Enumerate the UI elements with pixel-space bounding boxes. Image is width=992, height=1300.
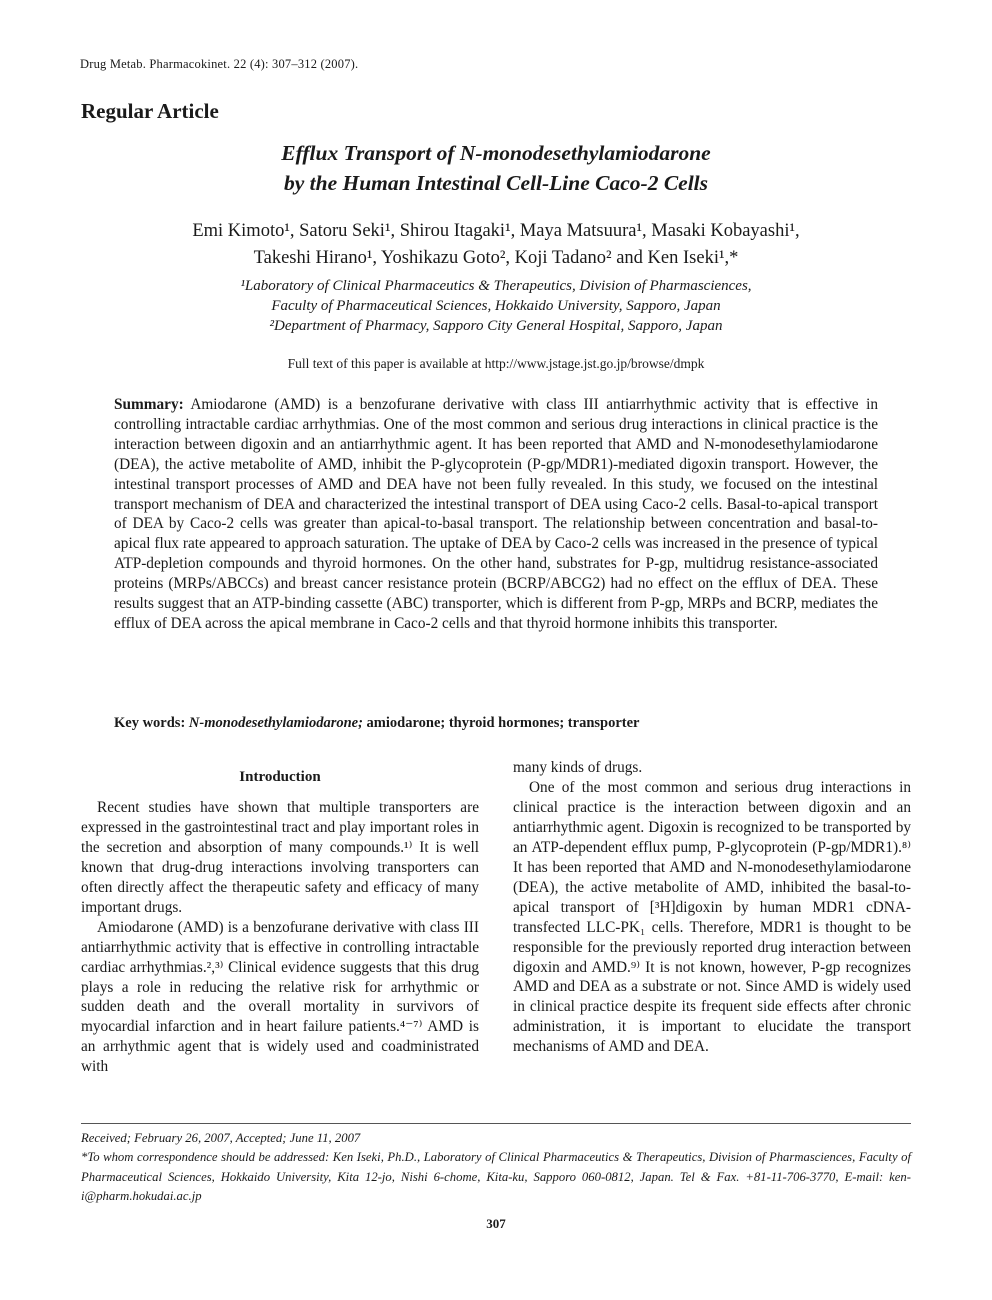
summary-text: Amiodarone (AMD) is a benzofurane derivative with class III antiarrhythmic activity that is effective in controlling intractable cardiac arrhythmias. One of the most common and serious drug interactions in clinical practice is the interaction between digoxin and an antiarrhythmic agent. It has been reported that AMD and N-monodesethylamiodarone (DEA), the active metabolite of AMD, inhibit the P-glycoprotein (P-gp/MDR1)-mediated digoxin transport. However, the intestinal transport processes of AMD and DEA have not been fully revealed. In this study, we focused on the intestinal transport mechanism of DEA and characterized the intestinal transport of DEA using Caco-2 cells. Basal-to-apical transport of DEA by Caco-2 cells was greater than apical-to-basal transport. The relationship between concentration and basal-to-apical flux rate appeared to approach saturation. The uptake of DEA by Caco-2 cells was increased in the presence of typical ATP-depletion compounds and thyroid hormones. On the other hand, substrates for P-gp, multidrug resistance-associated proteins (MRPs/ABCCs) and breast cancer resistance protein (BCRP/ABCG2) had no effect on the efflux of DEA. These results suggest that an ATP-binding cassette (ABC) transporter, which is different from P-gp, MRPs and BCRP, mediates the efflux of DEA across the apical membrane in Caco-2 cells and that thyroid hormone inhibits this transporter. bbox=[114, 396, 878, 632]
intro-paragraph-2-continued: many kinds of drugs. bbox=[513, 759, 643, 776]
authors-line-1: Emi Kimoto¹, Satoru Seki¹, Shirou Itagaki¹, Maya Matsuura¹, Masaki Kobayashi¹, bbox=[192, 221, 800, 241]
received-dates: Received; February 26, 2007, Accepted; June 11, 2007 bbox=[81, 1131, 361, 1145]
page-number: 307 bbox=[486, 1216, 506, 1231]
introduction-heading: Introduction bbox=[239, 769, 321, 785]
full-text-note: Full text of this paper is available at http://www.jstage.jst.go.jp/browse/dmpk bbox=[287, 356, 705, 371]
affiliation-line-2: Faculty of Pharmaceutical Sciences, Hokkaido University, Sapporo, Japan bbox=[271, 298, 721, 314]
keyword-first: N-monodesethylamiodarone; bbox=[188, 715, 363, 731]
affiliation-line-3: ²Department of Pharmacy, Sapporo City General Hospital, Sapporo, Japan bbox=[269, 318, 723, 334]
right-column bbox=[513, 758, 911, 1057]
correspondence-note: *To whom correspondence should be addressed: Ken Iseki, Ph.D., Laboratory of Clinical Pharmaceutics & Therapeutics, Division of Pharmasciences, Faculty of Pharmaceutical Sciences, Hokkaido University, Kita 12-jo, Nishi 6-chome, Kita-ku, Sapporo 060-0812, Japan. Tel & Fax. +81-11-706-3770, E-mail: ken-i@pharm.hokudai.ac.jp bbox=[81, 1150, 911, 1203]
affiliation-line-1: ¹Laboratory of Clinical Pharmaceutics & Therapeutics, Division of Pharmasciences, bbox=[240, 278, 752, 294]
keywords-rest: amiodarone; thyroid hormones; transporter bbox=[366, 715, 640, 731]
left-column bbox=[81, 768, 479, 1077]
journal-citation: Drug Metab. Pharmacokinet. 22 (4): 307–312 (2007). bbox=[80, 57, 359, 71]
title-line-2: by the Human Intestinal Cell-Line Caco-2 Cells bbox=[283, 171, 709, 195]
affiliations bbox=[0, 276, 992, 336]
keywords-label: Key words: bbox=[114, 715, 186, 731]
article-type-heading: Regular Article bbox=[81, 99, 219, 123]
intro-paragraph-2: Amiodarone (AMD) is a benzofurane derivative with class III antiarrhythmic activity that is effective in controlling intractable cardiac arrhythmias.²,³⁾ Clinical evidence suggests that this drug plays a role in reducing the relative risk for arrhythmic or sudden death and the overall mortality in survivors of myocardial infarction and in heart failure patients.⁴⁻⁷⁾ AMD is an arrhythmic agent that is widely used and coadministrated with bbox=[81, 918, 479, 1076]
authors-line-2: Takeshi Hirano¹, Yoshikazu Goto², Koji Tadano² and Ken Iseki¹,* bbox=[253, 248, 739, 268]
author-list bbox=[0, 218, 992, 272]
footnotes bbox=[81, 1129, 911, 1206]
keywords bbox=[114, 715, 639, 732]
summary-label: Summary: bbox=[114, 396, 184, 413]
title-line-1: Efflux Transport of N-monodesethylamiodarone bbox=[281, 141, 711, 165]
intro-paragraph-3: One of the most common and serious drug interactions in clinical practice is the interaction between digoxin and an antiarrhythmic agent. Digoxin is recognized to be transported by an ATP-dependent efflux pump, P-glycoprotein (P-gp/MDR1).⁸⁾ It has been reported that AMD and N-monodesethylamiodarone (DEA), the active metabolite of AMD, inhibited the basal-to-apical transport of [³H]digoxin by human MDR1 cDNA-transfected LLC-PK₁ cells. Therefore, MDR1 is thought to be responsible for the previously reported drug interaction between digoxin and AMD.⁹⁾ It is not known, however, P-gp recognizes AMD and DEA as a substrate or not. Since AMD is widely used in clinical practice despite its frequent side effects after chronic administration, it is important to elucidate the transport mechanisms of AMD and DEA. bbox=[513, 778, 911, 1056]
footnote-divider bbox=[81, 1123, 911, 1124]
summary-abstract bbox=[114, 395, 878, 634]
intro-paragraph-1: Recent studies have shown that multiple transporters are expressed in the gastrointestinal tract and play important roles in the secretion and absorption of many compounds.¹⁾ It is well known that drug-drug interactions involving transporters can often directly affect the therapeutic safety and efficacy of many important drugs. bbox=[81, 798, 479, 916]
paper-title bbox=[0, 138, 992, 198]
